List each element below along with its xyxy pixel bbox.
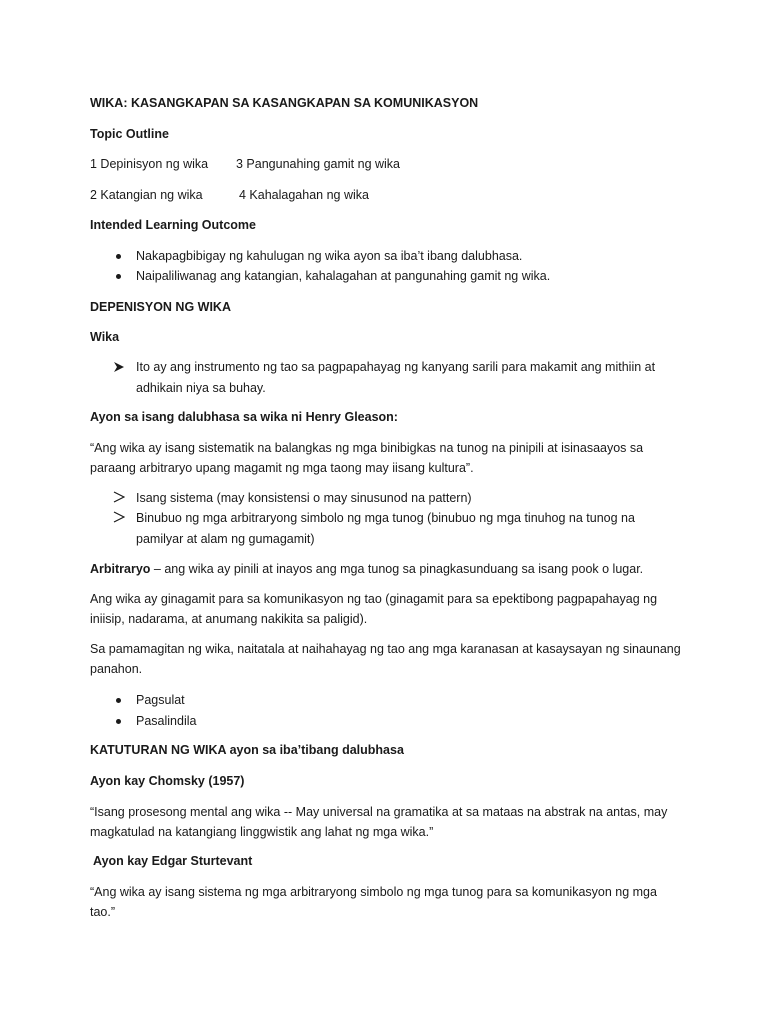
bullet-icon [116,254,121,259]
sturtevant-heading: Ayon kay Edgar Sturtevant [90,854,253,868]
kasaysayan-paragraph-line-1: Sa pamamagitan ng wika, naitatala at naihahayag ng tao ang mga karanasan at kasaysayan ng sinaunang [90,642,681,656]
chomsky-quote-line-2: magkatulad na katangiang linggwistik ang lahat ng mga wika.” [90,825,434,839]
gleason-point-2-line-1: Binubuo ng mga arbitraryong simbolo ng mga tunog (binubuo ng mga tinuhog na tunog na [136,511,635,525]
gleason-quote-line-2: paraang arbitraryo upang magamit ng mga taong may iisang kultura”. [90,461,474,475]
gleason-quote-line-1: “Ang wika ay isang sistematik na balangkas ng mga binibigkas na tunog na pinipili at isinasaayos sa [90,441,644,455]
document-title: WIKA: KASANGKAPAN SA KASANGKAPAN SA KOMUNIKASYON [90,96,479,110]
bullet-icon [116,698,121,703]
gleason-heading: Ayon sa isang dalubhasa sa wika ni Henry Gleason: [90,410,398,424]
arrow-bullet-icon [113,491,125,503]
form-item-pasalindila: Pasalindila [136,714,197,728]
arbitraryo-definition: – ang wika ay pinili at inayos ang mga tunog sa pinagkasunduang sa isang pook o lugar. [150,562,644,576]
arbitraryo-paragraph [90,561,643,577]
komunikasyon-paragraph-line-1: Ang wika ay ginagamit para sa komunikasyon ng tao (ginagamit para sa epektibong pagpapahayag ng [90,592,658,606]
topic-item-2: 2 Katangian ng wika [90,188,203,202]
topic-outline-row-1 [90,156,400,172]
gleason-point-2-line-2: pamilyar at alam ng gumagamit) [136,532,315,546]
form-item-pagsulat: Pagsulat [136,693,185,707]
arbitraryo-term: Arbitraryo [90,562,151,576]
ilo-item-1: Nakapagbibigay ng kahulugan ng wika ayon sa iba’t ibang dalubhasa. [136,249,523,263]
wika-definition-line-1: Ito ay ang instrumento ng tao sa pagpapahayag ng kanyang sarili para makamit ang mithiin at [136,360,656,374]
topic-outline-row-2 [90,187,369,203]
sturtevant-quote-line-2: tao.” [90,905,116,919]
sturtevant-quote-line-1: “Ang wika ay isang sistema ng mga arbitraryong simbolo ng mga tunog para sa komunikasyon ng mga [90,885,657,899]
wika-subheading: Wika [90,330,120,344]
komunikasyon-paragraph-line-2: iniisip, nadarama, at anumang nakikita sa paligid). [90,612,368,626]
ilo-heading: Intended Learning Outcome [90,218,256,232]
chomsky-heading: Ayon kay Chomsky (1957) [90,774,245,788]
topic-outline-heading: Topic Outline [90,127,169,141]
bullet-icon [116,719,121,724]
gleason-point-1: Isang sistema (may konsistensi o may sinusunod na pattern) [136,491,472,505]
topic-item-3: 3 Pangunahing gamit ng wika [236,157,401,171]
chomsky-quote-line-1: “Isang prosesong mental ang wika -- May universal na gramatika at sa mataas na abstrak na antas, may [90,805,668,819]
topic-item-1: 1 Depinisyon ng wika [90,157,209,171]
katuturan-heading: KATUTURAN NG WIKA ayon sa iba’tibang dalubhasa [90,743,404,757]
depenisyon-heading: DEPENISYON NG WIKA [90,300,231,314]
arrow-bullet-icon [113,361,125,373]
wika-definition-line-2: adhikain niya sa buhay. [136,381,266,395]
arrow-bullet-icon [113,511,125,523]
topic-item-4: 4 Kahalagahan ng wika [239,188,369,202]
kasaysayan-paragraph-line-2: panahon. [90,662,143,676]
bullet-icon [116,274,121,279]
ilo-item-2: Naipaliliwanag ang katangian, kahalagahan at pangunahing gamit ng wika. [136,269,551,283]
